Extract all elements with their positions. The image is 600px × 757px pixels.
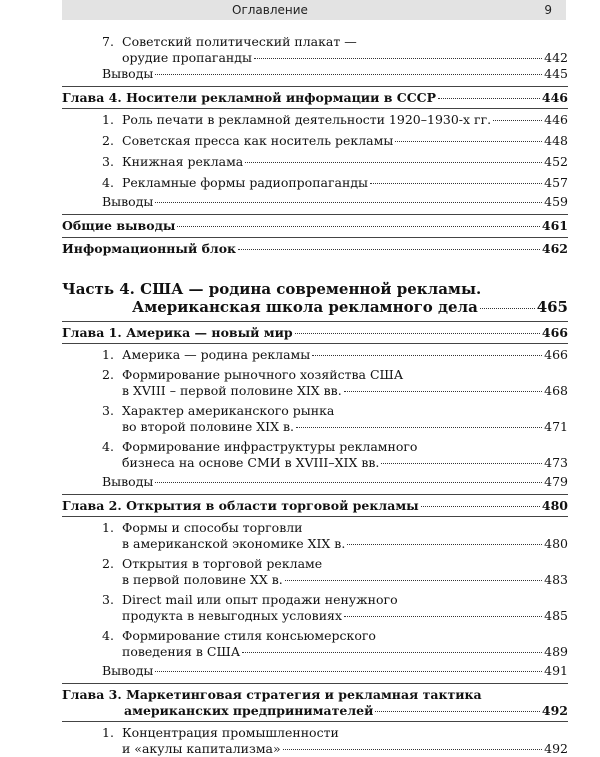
item-text: Америка — родина рекламы — [122, 347, 311, 362]
item-text-line2: в первой половине XX в. — [122, 572, 283, 587]
chapter-page: 492 — [541, 703, 568, 718]
toc-item[interactable] — [62, 154, 568, 170]
item-number: 1. — [102, 725, 114, 740]
item-text-line2: бизнеса на основе СМИ в XVIII–XIX вв. — [122, 455, 380, 470]
dot-leader — [295, 333, 540, 334]
conclusions-page: 479 — [544, 474, 568, 489]
item-number: 7. — [102, 34, 114, 49]
item-page: 473 — [544, 455, 568, 470]
conclusions-label: Выводы — [102, 663, 154, 678]
item-text-line2: орудие пропаганды — [122, 50, 252, 65]
chapter-title: Глава 1. Америка — новый мир — [62, 325, 293, 340]
chapter-heading[interactable] — [62, 498, 568, 514]
item-number: 3. — [102, 154, 114, 169]
item-page: 492 — [544, 741, 568, 756]
header-page-number: 9 — [544, 3, 552, 17]
toc-item[interactable] — [62, 628, 568, 660]
dot-leader — [344, 616, 542, 617]
item-text-line1: Концентрация промышленности — [122, 725, 339, 740]
chapter-title-line2: американских предпринимателей — [124, 703, 374, 718]
item-number: 2. — [102, 133, 114, 148]
item-page: 468 — [544, 383, 568, 398]
part-title-line2: Американская школа рекламного дела — [132, 298, 478, 316]
toc-item[interactable] — [62, 439, 568, 471]
conclusions-row[interactable] — [62, 474, 568, 490]
toc-item[interactable] — [62, 367, 568, 399]
separator — [62, 214, 568, 215]
info-block-label: Информационный блок — [62, 241, 237, 256]
dot-leader — [480, 308, 535, 309]
dot-leader — [493, 120, 542, 121]
part-heading[interactable] — [62, 280, 568, 316]
conclusions-label: Выводы — [102, 66, 154, 81]
item-text: Советская пресса как носитель рекламы — [122, 133, 394, 148]
chapter-title: Глава 2. Открытия в области торговой рекламы — [62, 498, 419, 513]
dot-leader — [347, 544, 542, 545]
conclusions-page: 459 — [544, 194, 568, 209]
dot-leader — [242, 652, 542, 653]
dot-leader — [312, 355, 542, 356]
general-conclusions-page: 461 — [541, 218, 568, 233]
conclusions-page: 445 — [544, 66, 568, 81]
dot-leader — [370, 183, 542, 184]
dot-leader — [438, 98, 540, 99]
header-title: Оглавление — [232, 3, 308, 17]
item-number: 3. — [102, 592, 114, 607]
separator — [62, 237, 568, 238]
info-block[interactable] — [62, 241, 568, 257]
item-number: 1. — [102, 347, 114, 362]
item-text-line1: Открытия в торговой рекламе — [122, 556, 323, 571]
dot-leader — [155, 671, 542, 672]
chapter-page: 466 — [541, 325, 568, 340]
item-page: 446 — [544, 112, 568, 127]
item-number: 2. — [102, 367, 114, 382]
toc-item[interactable] — [62, 133, 568, 149]
toc-item[interactable] — [62, 556, 568, 588]
chapter-heading[interactable] — [62, 687, 568, 719]
item-page: 483 — [544, 572, 568, 587]
item-text-line1: Характер американского рынка — [122, 403, 335, 418]
dot-leader — [238, 249, 540, 250]
dot-leader — [155, 482, 542, 483]
item-page: 471 — [544, 419, 568, 434]
dot-leader — [155, 74, 542, 75]
info-block-page: 462 — [541, 241, 568, 256]
chapter-heading[interactable] — [62, 325, 568, 341]
running-header — [62, 0, 566, 20]
item-text-line2: и «акулы капитализма» — [122, 741, 281, 756]
separator — [62, 86, 568, 87]
dot-leader — [155, 202, 542, 203]
dot-leader — [421, 506, 540, 507]
conclusions-label: Выводы — [102, 474, 154, 489]
item-number: 1. — [102, 520, 114, 535]
item-page: 442 — [544, 50, 568, 65]
item-text: Книжная реклама — [122, 154, 244, 169]
item-number: 4. — [102, 175, 114, 190]
item-text-line2: во второй половине XIX в. — [122, 419, 294, 434]
dot-leader — [285, 580, 542, 581]
chapter-page: 480 — [541, 498, 568, 513]
part-page: 465 — [536, 298, 568, 316]
item-text: Роль печати в рекламной деятельности 1920–1930-х гг. — [122, 112, 492, 127]
item-text: Рекламные формы радиопропаганды — [122, 175, 368, 190]
toc-item[interactable] — [62, 34, 568, 66]
item-text-line1: Формирование рыночного хозяйства США — [122, 367, 404, 382]
separator — [62, 516, 568, 517]
item-page: 489 — [544, 644, 568, 659]
dot-leader — [245, 162, 542, 163]
item-page: 480 — [544, 536, 568, 551]
item-text-line2: в XVIII – первой половине XIX вв. — [122, 383, 342, 398]
item-number: 4. — [102, 439, 114, 454]
toc-item[interactable] — [62, 175, 568, 191]
item-text-line2: поведения в США — [122, 644, 241, 659]
item-text-line2: в американской экономике XIX в. — [122, 536, 346, 551]
item-number: 1. — [102, 112, 114, 127]
separator — [62, 321, 568, 322]
item-page: 452 — [544, 154, 568, 169]
toc-item[interactable] — [62, 520, 568, 552]
dot-leader — [254, 58, 542, 59]
item-text-line1: Формирование инфраструктуры рекламного — [122, 439, 418, 454]
dot-leader — [344, 391, 542, 392]
toc-item[interactable] — [62, 592, 568, 624]
part-title-line1: Часть 4. США — родина современной рекламы. — [62, 280, 482, 298]
dot-leader — [177, 226, 539, 227]
conclusions-row[interactable] — [62, 66, 568, 82]
item-text-line2: продукта в невыгодных условиях — [122, 608, 342, 623]
dot-leader — [375, 711, 540, 712]
item-page: 448 — [544, 133, 568, 148]
general-conclusions[interactable] — [62, 218, 568, 234]
chapter-title-line1: Глава 3. Маркетинговая стратегия и рекламная тактика — [62, 687, 482, 702]
toc-item[interactable] — [62, 403, 568, 435]
conclusions-row[interactable] — [62, 194, 568, 210]
general-conclusions-label: Общие выводы — [62, 218, 176, 233]
chapter-heading[interactable] — [62, 90, 568, 106]
table-of-contents — [62, 34, 568, 757]
item-text-line1: Direct mail или опыт продажи ненужного — [122, 592, 398, 607]
chapter-page: 446 — [541, 90, 568, 105]
conclusions-page: 491 — [544, 663, 568, 678]
separator — [62, 494, 568, 495]
chapter-title: Глава 4. Носители рекламной информации в СССР — [62, 90, 436, 105]
separator — [62, 721, 568, 722]
dot-leader — [381, 463, 542, 464]
item-text-line1: Формы и способы торговли — [122, 520, 303, 535]
dot-leader — [296, 427, 542, 428]
item-number: 2. — [102, 556, 114, 571]
separator — [62, 343, 568, 344]
toc-item[interactable] — [62, 112, 568, 128]
dot-leader — [395, 141, 542, 142]
separator — [62, 108, 568, 109]
conclusions-label: Выводы — [102, 194, 154, 209]
conclusions-row[interactable] — [62, 663, 568, 679]
separator — [62, 683, 568, 684]
item-page: 466 — [544, 347, 568, 362]
item-page: 485 — [544, 608, 568, 623]
item-text-line1: Формирование стиля консьюмерского — [122, 628, 376, 643]
item-number: 4. — [102, 628, 114, 643]
item-number: 3. — [102, 403, 114, 418]
toc-item[interactable] — [62, 725, 568, 757]
toc-item[interactable] — [62, 347, 568, 363]
item-text-line1: Советский политический плакат — — [122, 34, 357, 49]
item-page: 457 — [544, 175, 568, 190]
